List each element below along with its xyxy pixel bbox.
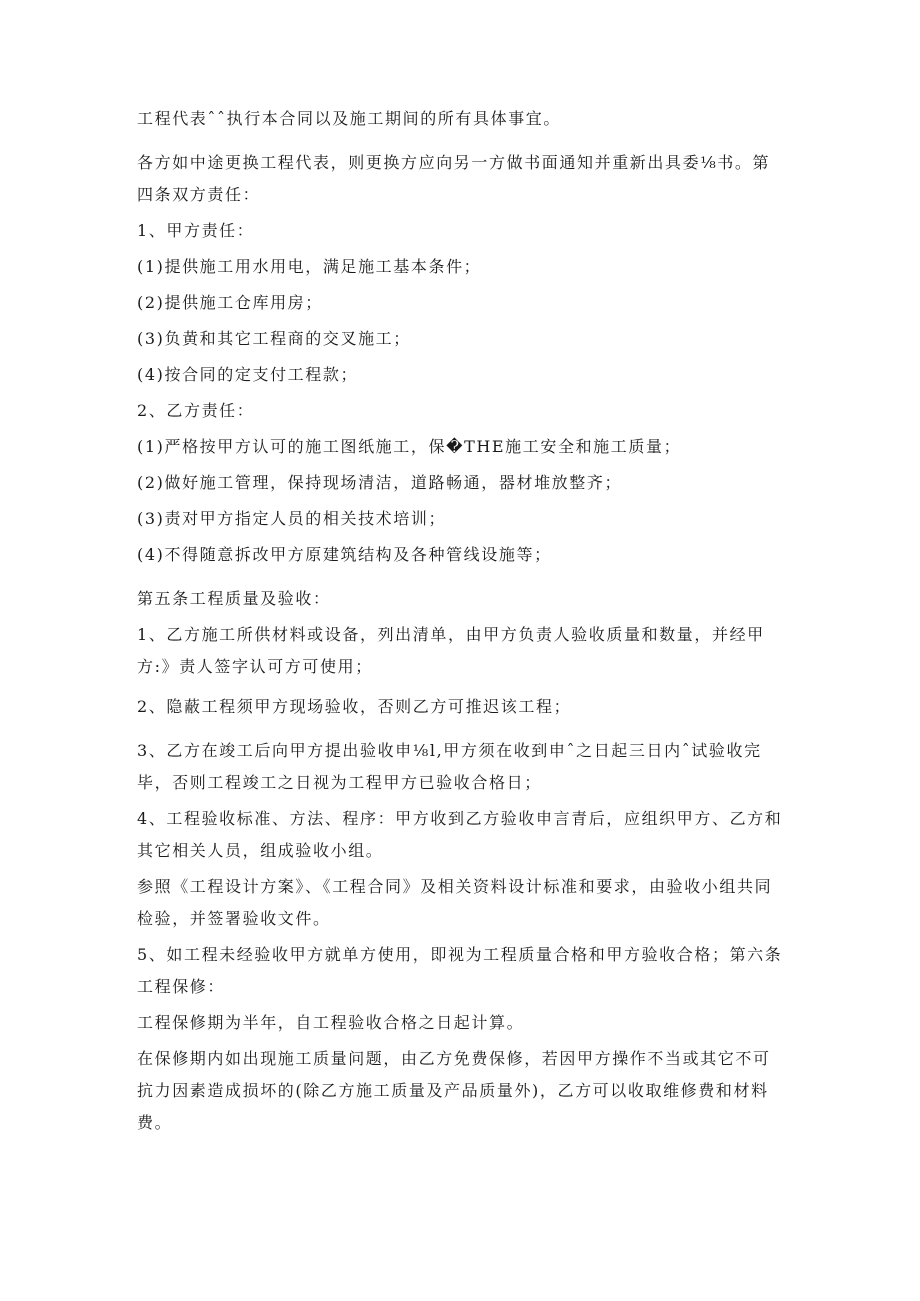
party-a-item-2: (2)提供施工仓库用房； xyxy=(137,293,323,312)
warranty-period: 工程保修期为半年，自工程验收合格之日起计算。 xyxy=(137,1013,525,1032)
warranty-terms: 在保修期内如出现施工质量问题，由乙方免费保修，若因甲方操作不当或其它不可抗力因素造成损坏的(除乙方施工质量及产品质量外)，乙方可以收取维修费和材料费。 xyxy=(137,1049,771,1132)
party-b-item-1: (1)严格按甲方认可的施工图纸施工，保�THE施工安全和施工质量； xyxy=(137,437,682,456)
acceptance-item-2: 2、隐蔽工程须甲方现场验收，否则乙方可推迟该工程； xyxy=(137,697,572,716)
acceptance-reference: 参照《工程设计方案》、《工程合同》及相关资料设计标准和要求，由验收小组共同检验，并签署验收文件。 xyxy=(137,877,773,928)
acceptance-item-3: 3、乙方在竣工后向甲方提出验收申⅛l,甲方须在收到申ˆ之日起三日内ˆ试验收完毕，否则工程竣工之日视为工程甲方已验收合格日； xyxy=(137,741,762,792)
party-b-item-4: (4)不得随意拆改甲方原建筑结构及各种管线设施等； xyxy=(137,545,552,564)
acceptance-item-5: 5、如工程未经验收甲方就单方使用，即视为工程质量合格和甲方验收合格；第六条工程保修： xyxy=(137,945,783,996)
acceptance-item-1: 1、乙方施工所供材料或设备，列出清单，由甲方负责人验收质量和数量，并经甲方:》责人签字认可方可使用； xyxy=(137,625,765,676)
party-a-item-3: (3)负黄和其它工程商的交叉施工； xyxy=(137,329,411,348)
party-a-item-1: (1)提供施工用水用电，满足施工基本条件； xyxy=(137,257,482,276)
paragraph-work-representative: 工程代表ˆˆ执行本合同以及施工期间的所有具体事宜。 xyxy=(137,109,562,128)
heading-article-5: 第五条工程质量及验收： xyxy=(137,589,331,608)
party-a-item-4: (4)按合同的定支付工程款； xyxy=(137,365,359,384)
heading-party-b-duties: 2、乙方责任： xyxy=(137,401,255,420)
party-b-item-3: (3)责对甲方指定人员的相关技术培训； xyxy=(137,509,447,528)
paragraph-replace-representative: 各方如中途更换工程代表，则更换方应向另一方做书面通知并重新出具委⅛书。第四条双方责任： xyxy=(137,153,771,204)
acceptance-item-4: 4、工程验收标准、方法、程序：甲方收到乙方验收申言青后，应组织甲方、乙方和其它相关人员，组成验收小组。 xyxy=(137,809,783,860)
document-body xyxy=(137,103,787,1139)
party-b-item-2: (2)做好施工管理，保持现场清洁，道路畅通，器材堆放整齐； xyxy=(137,473,623,492)
heading-party-a-duties: 1、甲方责任： xyxy=(137,221,255,240)
